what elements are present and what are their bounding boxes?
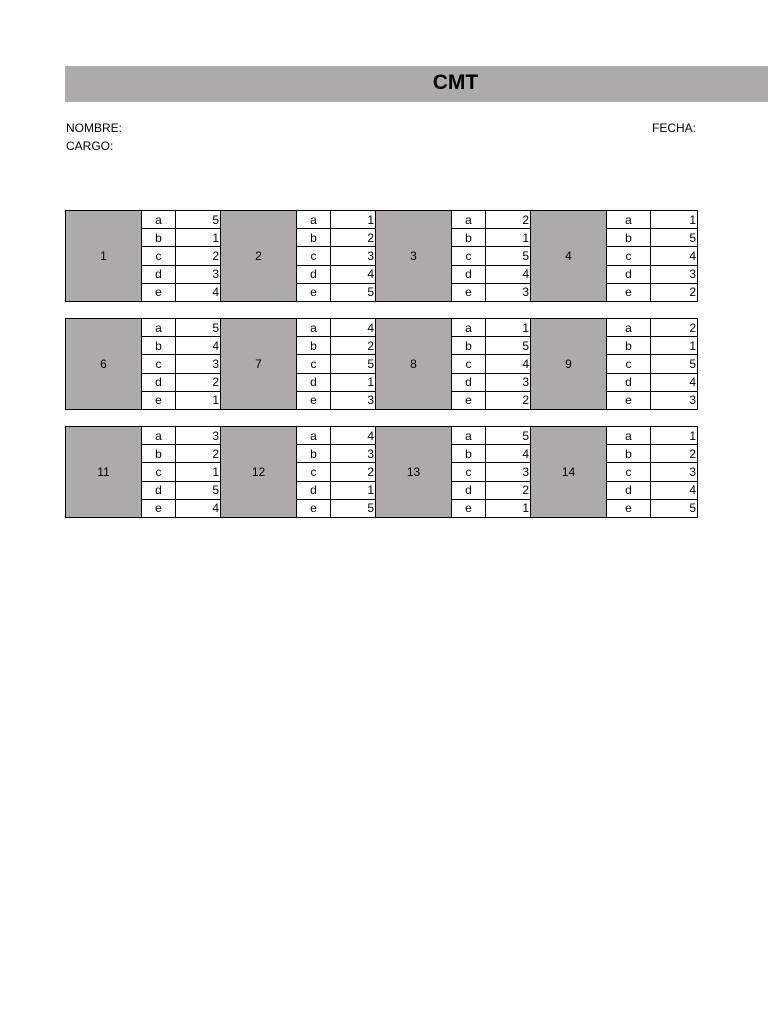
answer-table (65, 318, 698, 410)
option-value: 1 (486, 319, 531, 337)
option-letter: a (452, 211, 486, 229)
option-value: 1 (176, 391, 221, 409)
option-letter: b (297, 229, 331, 247)
option-letter: e (452, 499, 486, 517)
option-value: 3 (486, 283, 531, 301)
table-row (66, 211, 698, 229)
item-number: 1 (66, 211, 142, 302)
option-letter: c (142, 463, 176, 481)
option-value: 4 (176, 499, 221, 517)
item-number: 11 (66, 427, 142, 518)
option-letter: d (607, 481, 651, 499)
item-number: 7 (221, 319, 297, 410)
option-value: 4 (651, 247, 698, 265)
item-number: 13 (376, 427, 452, 518)
cargo-label: CARGO: (66, 139, 114, 153)
option-letter: e (452, 283, 486, 301)
answer-block-2 (65, 318, 697, 408)
option-value: 2 (176, 247, 221, 265)
option-value: 3 (651, 391, 698, 409)
option-value: 5 (176, 319, 221, 337)
option-value: 5 (486, 427, 531, 445)
option-value: 5 (176, 481, 221, 499)
option-letter: d (607, 265, 651, 283)
option-letter: d (297, 265, 331, 283)
option-value: 4 (486, 265, 531, 283)
option-value: 2 (651, 283, 698, 301)
option-value: 5 (331, 355, 376, 373)
option-value: 3 (331, 247, 376, 265)
option-value: 5 (651, 355, 698, 373)
option-value: 2 (331, 337, 376, 355)
option-letter: a (607, 319, 651, 337)
option-letter: e (452, 391, 486, 409)
option-letter: c (142, 355, 176, 373)
option-letter: b (607, 229, 651, 247)
option-letter: d (452, 265, 486, 283)
option-value: 1 (651, 211, 698, 229)
option-value: 1 (176, 463, 221, 481)
option-value: 2 (331, 229, 376, 247)
option-letter: c (607, 463, 651, 481)
option-letter: e (297, 391, 331, 409)
option-letter: a (607, 427, 651, 445)
option-value: 5 (486, 247, 531, 265)
option-value: 2 (176, 373, 221, 391)
option-value: 3 (486, 373, 531, 391)
option-letter: b (297, 445, 331, 463)
option-value: 3 (651, 265, 698, 283)
option-letter: e (142, 391, 176, 409)
option-letter: c (297, 247, 331, 265)
item-number: 6 (66, 319, 142, 410)
option-letter: b (142, 337, 176, 355)
option-letter: b (607, 445, 651, 463)
answer-block-3 (65, 426, 697, 516)
option-value: 5 (331, 283, 376, 301)
option-value: 1 (331, 211, 376, 229)
option-value: 1 (486, 499, 531, 517)
option-letter: b (452, 337, 486, 355)
page-title: CMT (432, 71, 479, 94)
item-number: 3 (376, 211, 452, 302)
option-value: 1 (651, 427, 698, 445)
item-number: 4 (531, 211, 607, 302)
option-letter: c (452, 247, 486, 265)
option-value: 4 (176, 337, 221, 355)
table-row (66, 427, 698, 445)
option-letter: a (452, 319, 486, 337)
option-value: 1 (176, 229, 221, 247)
option-value: 4 (331, 265, 376, 283)
option-letter: c (452, 355, 486, 373)
answer-block-1 (65, 210, 697, 300)
option-value: 3 (331, 445, 376, 463)
option-letter: e (607, 391, 651, 409)
option-letter: b (452, 229, 486, 247)
option-value: 3 (331, 391, 376, 409)
option-value: 3 (176, 355, 221, 373)
item-number: 12 (221, 427, 297, 518)
option-letter: c (142, 247, 176, 265)
option-letter: e (297, 499, 331, 517)
option-value: 1 (331, 373, 376, 391)
option-letter: c (607, 247, 651, 265)
answer-table (65, 426, 698, 518)
option-value: 4 (331, 319, 376, 337)
option-letter: a (297, 427, 331, 445)
option-letter: a (452, 427, 486, 445)
option-letter: e (297, 283, 331, 301)
option-value: 2 (486, 391, 531, 409)
option-value: 2 (176, 445, 221, 463)
option-value: 3 (176, 265, 221, 283)
option-letter: d (452, 481, 486, 499)
option-value: 5 (651, 499, 698, 517)
option-letter: c (297, 355, 331, 373)
option-letter: e (142, 499, 176, 517)
option-letter: d (142, 481, 176, 499)
option-letter: a (142, 211, 176, 229)
option-letter: d (607, 373, 651, 391)
item-number: 14 (531, 427, 607, 518)
option-value: 4 (176, 283, 221, 301)
option-value: 5 (176, 211, 221, 229)
option-letter: b (452, 445, 486, 463)
item-number: 8 (376, 319, 452, 410)
nombre-label: NOMBRE: (66, 121, 123, 135)
option-value: 4 (651, 373, 698, 391)
option-value: 2 (486, 211, 531, 229)
option-letter: d (142, 373, 176, 391)
option-letter: a (142, 427, 176, 445)
option-letter: a (142, 319, 176, 337)
option-value: 4 (486, 355, 531, 373)
option-letter: e (142, 283, 176, 301)
option-letter: a (607, 211, 651, 229)
option-value: 3 (176, 427, 221, 445)
option-letter: d (297, 373, 331, 391)
option-letter: e (607, 283, 651, 301)
option-letter: c (452, 463, 486, 481)
option-value: 5 (331, 499, 376, 517)
option-letter: b (142, 445, 176, 463)
option-letter: a (297, 319, 331, 337)
title-bar (65, 66, 768, 102)
option-value: 4 (331, 427, 376, 445)
option-value: 4 (486, 445, 531, 463)
option-letter: e (607, 499, 651, 517)
option-value: 5 (486, 337, 531, 355)
option-value: 5 (651, 229, 698, 247)
option-letter: b (607, 337, 651, 355)
fecha-label: FECHA: (652, 121, 697, 135)
option-value: 3 (486, 463, 531, 481)
option-letter: c (607, 355, 651, 373)
item-number: 2 (221, 211, 297, 302)
table-row (66, 319, 698, 337)
option-value: 1 (331, 481, 376, 499)
option-letter: d (142, 265, 176, 283)
option-letter: d (452, 373, 486, 391)
option-value: 2 (486, 481, 531, 499)
answer-table (65, 210, 698, 302)
option-value: 2 (651, 319, 698, 337)
option-letter: b (142, 229, 176, 247)
option-letter: d (297, 481, 331, 499)
option-value: 4 (651, 481, 698, 499)
option-value: 1 (486, 229, 531, 247)
option-value: 1 (651, 337, 698, 355)
option-value: 2 (331, 463, 376, 481)
option-letter: a (297, 211, 331, 229)
option-letter: b (297, 337, 331, 355)
item-number: 9 (531, 319, 607, 410)
option-value: 2 (651, 445, 698, 463)
option-value: 3 (651, 463, 698, 481)
option-letter: c (297, 463, 331, 481)
